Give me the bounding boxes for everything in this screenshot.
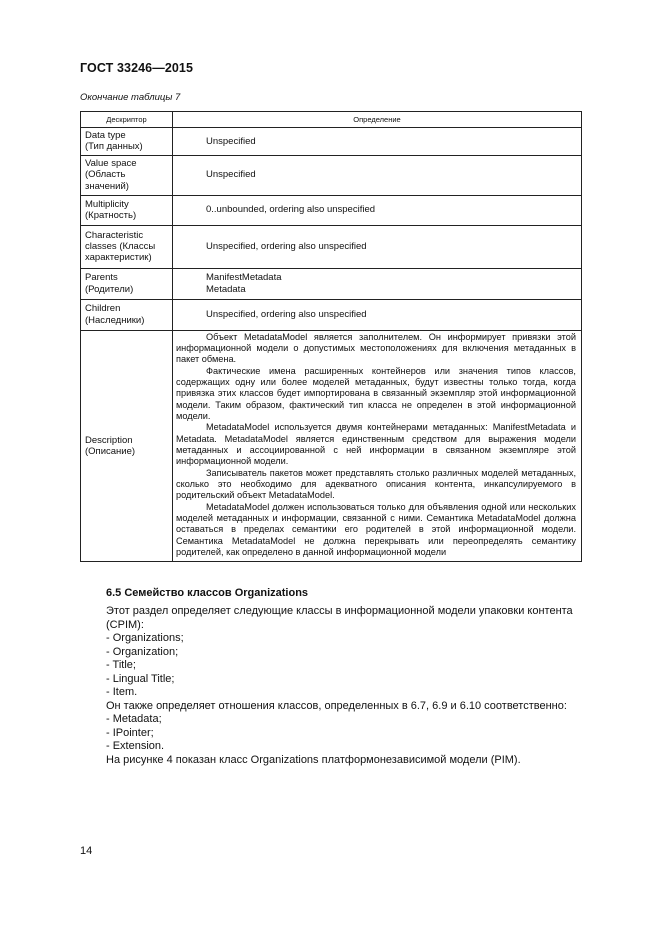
descriptor-text: Description <box>85 434 133 446</box>
section-intro: Этот раздел определяет следующие классы в информационной модели упаковки контента (CPIM): <box>106 605 573 631</box>
list-item: - Organization; <box>106 645 179 658</box>
definition-cell <box>173 268 582 299</box>
table-row-description <box>81 330 582 562</box>
definition-cell <box>173 299 582 330</box>
descriptor-cell <box>81 299 173 330</box>
list-item: - Item. <box>106 686 138 698</box>
table-row <box>81 155 582 195</box>
descriptor-text: Value space <box>85 158 137 170</box>
column-header-definition: Определение <box>173 112 582 128</box>
descriptor-cell <box>81 268 173 299</box>
definition-text: 0..unbounded, ordering also unspecified <box>206 204 376 216</box>
descriptor-text: (Тип данных) <box>85 141 143 153</box>
definition-text: Unspecified <box>206 169 256 181</box>
table-row <box>81 268 582 299</box>
description-paragraph: Записыватель пакетов может представлять столько различных моделей метаданных, сколько это необходимо для адекватного описания контента, инкапсулируемого в родительский объект MetadataModel. <box>176 467 576 501</box>
definition-cell <box>173 128 582 156</box>
descriptor-cell <box>81 128 173 156</box>
descriptor-text: Data type <box>85 130 126 141</box>
descriptor-text: (Наследники) <box>85 314 145 326</box>
descriptor-text: (Родители) <box>85 283 134 295</box>
descriptor-cell <box>81 330 173 562</box>
page-number: 14 <box>80 845 93 857</box>
list-item: - Extension. <box>106 740 165 752</box>
descriptor-text: характеристик) <box>85 252 152 264</box>
section-closing: На рисунке 4 показан класс Organizations платформонезависимой модели (PIM). <box>106 753 521 766</box>
descriptor-cell <box>81 155 173 195</box>
description-paragraph: Объект MetadataModel является заполнителем. Он информирует привязки этой информационной модели о допустимых местоположениях для включения метаданных в пакет обмена. <box>176 331 576 365</box>
descriptor-text: (Кратность) <box>85 210 137 222</box>
descriptor-text: classes (Классы <box>85 240 156 252</box>
list-item: - Lingual Title; <box>106 672 175 685</box>
definition-cell <box>173 155 582 195</box>
description-cell <box>173 330 582 562</box>
section-body <box>106 605 586 767</box>
document-standard-code: ГОСТ 33246—2015 <box>80 61 194 75</box>
descriptor-text: Parents <box>85 272 118 284</box>
list-item: - Metadata; <box>106 713 162 725</box>
descriptor-text: (Область <box>85 169 126 181</box>
description-paragraph: MetadataModel используется двумя контейнерами метаданных: ManifestMetadata и Metadata. MetadataModel является единственным средством для выражения модели метаданных и ассоциированной с ней информации в связанном экземпляре этой информационной модели. <box>176 422 576 467</box>
section-heading: 6.5 Семейство классов Organizations <box>106 587 309 599</box>
descriptor-text: Multiplicity <box>85 198 129 210</box>
descriptor-table <box>80 111 582 562</box>
descriptor-cell <box>81 225 173 268</box>
table-row <box>81 299 582 330</box>
descriptor-text: Children <box>85 303 121 315</box>
definition-text: ManifestMetadata <box>206 272 282 284</box>
definition-cell <box>173 225 582 268</box>
table-caption: Окончание таблицы 7 <box>80 92 181 103</box>
list-item: - Title; <box>106 659 136 671</box>
class-list <box>106 632 586 700</box>
definition-cell <box>173 195 582 225</box>
relations-intro: Он также определяет отношения классов, определенных в 6.7, 6.9 и 6.10 соответственно: <box>106 699 567 712</box>
description-paragraph: Фактические имена расширенных контейнеров или значения типов классов, содержащих одну или более моделей метаданных, будут известны только тогда, когда привязка этих классов будет импортирована в связанный экземпляр этой информационной модели. Таким образом, фактический тип класса не определен в этой информационной модели. <box>176 365 576 421</box>
table-header-row <box>81 112 582 128</box>
table-row <box>81 128 582 156</box>
table-row <box>81 195 582 225</box>
table-row <box>81 225 582 268</box>
descriptor-text: (Описание) <box>85 446 136 458</box>
column-header-descriptor: Дескриптор <box>81 112 173 128</box>
definition-text: Unspecified, ordering also unspecified <box>206 308 367 320</box>
relation-list <box>106 713 586 754</box>
definition-text: Metadata <box>206 283 246 295</box>
descriptor-text: значений) <box>85 180 129 192</box>
definition-text: Unspecified <box>206 135 256 147</box>
description-paragraph: MetadataModel должен использоваться только для объявления одной или нескольких моделей метаданных и информации, связанной с ними. Семантика MetadataModel должна оставаться в пределах семантики его родителей в этой информационной модели. Семантика MetadataModel не должна перекрывать или переопределять семантику родителей, как определено в данной информационной модели <box>176 501 576 558</box>
list-item: - IPointer; <box>106 726 154 739</box>
list-item: - Organizations; <box>106 632 184 644</box>
descriptor-text: Characteristic <box>85 229 144 241</box>
definition-text: Unspecified, ordering also unspecified <box>206 240 367 252</box>
descriptor-cell <box>81 195 173 225</box>
